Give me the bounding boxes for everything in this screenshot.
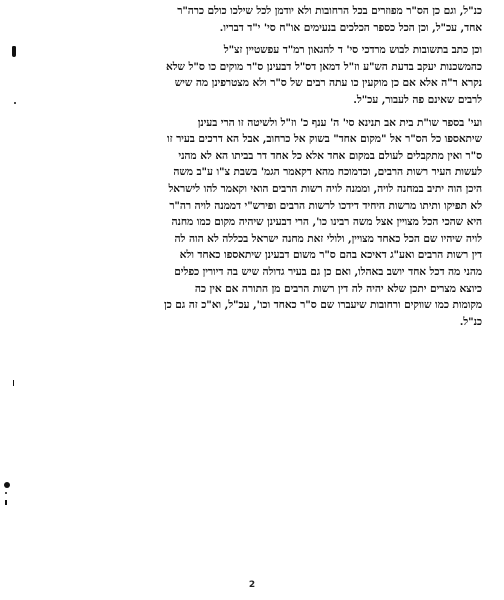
text-line: לרבים שאינם פה לעבור, עכ"ל. <box>353 93 482 106</box>
text-line: כיוצא מצרים יתכן שלא יהיה לה דין רשות הרבים מן התורה אם אין כה <box>194 282 482 295</box>
text-line: אחד, עכ"ל, וכן הכל כספר הכלכים בנעימים או"ח סי' י"ד דבריו. <box>219 21 482 34</box>
scan-ink-speck <box>14 102 16 104</box>
text-line: כהמשכנות יעקב בדעת הש"ע וז"ל דמאן דס"ל דבעינן ס"ר מוקים כו ס"ל שלא <box>166 60 482 73</box>
text-line: היכן הוה יתיב במחנה לויה, וממנה לויה רשות הרבים הואי וקאמר להו לישראל <box>168 182 482 195</box>
text-line: היא שהכי הכל מצויין אצל משה רבינו כו', הרי דבעינן שיהיה מקום כמו מחנה <box>171 216 482 229</box>
text-line: דין רשות הרבים ואע"ג דאיכא בהם ס"ר משום דבעינן שיתאספו כאחד ולא <box>179 249 482 262</box>
text-line: וכן כתב בתשובות לבוש מרדכי סי' ד להגאון רמ"ד עפשטיין זצ"ל <box>223 44 482 57</box>
scan-ink-blot <box>12 46 16 57</box>
text-line: נקרא ר"ה אלא אם כן מוקעין כו עתה רבים של ס"ר ולא מצטרפינן מה שיש <box>174 77 482 90</box>
text-line: לא תפיקו ותיתו מרשות היחיד דידכו לרשות הרבים ופירש"י דממנה לויה רה"ר <box>169 199 482 212</box>
paragraph-2 <box>30 42 482 108</box>
text-line: ס"ר ואין מתקבלים לעולם במקום אחד אלא כל אחד דר בביתו הא לא מהני <box>178 149 482 162</box>
text-line: כנ"ל. <box>459 315 482 328</box>
paragraph-3 <box>30 115 482 331</box>
page-number: 2 <box>248 580 256 590</box>
text-line: כנ"ל, וגם כן הס"ר מפוזרים בכל הרחובות ולא יודמן לכל שילכו כולם כרה"ר <box>177 5 482 17</box>
text-line: מהני מה דכל אחד יושב באהלו, ואם כן גם בעיר גדולה שיש בה דיורין כפלים <box>174 265 482 278</box>
paragraph-1 <box>30 3 482 36</box>
text-line: לויה שיהיו שם הכל כאחד מצויין, ולולי זאת מחנה ישראל בכללה לא הוה לה <box>174 232 482 245</box>
text-line: ועי' בספר שו"ת בית אב תנינא סי' ה' ענף כ' וז"ל ולשיטה זו הרי בעינן <box>197 116 482 129</box>
text-line: לעשות העיר רשות הרבים, וכדמוכח מהא דקאמר הגמ' בשבת צ"ו ע"ב משה <box>173 166 482 179</box>
text-line: שיתאספו כל הס"ר אל "מקום אחד" בשוק אל כרחוב, אבל הא דרכים בעיר זו <box>167 133 482 146</box>
scan-ink-speck <box>13 380 14 386</box>
page-body-text <box>30 3 482 330</box>
scan-ink-speck <box>5 492 7 494</box>
scan-ink-blot <box>4 482 10 488</box>
scan-ink-speck <box>5 500 7 505</box>
text-line: מקומות כמו שווקים ורחובות שיעברו שם ס"ר כאחד וכו', עכ"ל, וא"כ זה גם כן <box>164 299 482 312</box>
